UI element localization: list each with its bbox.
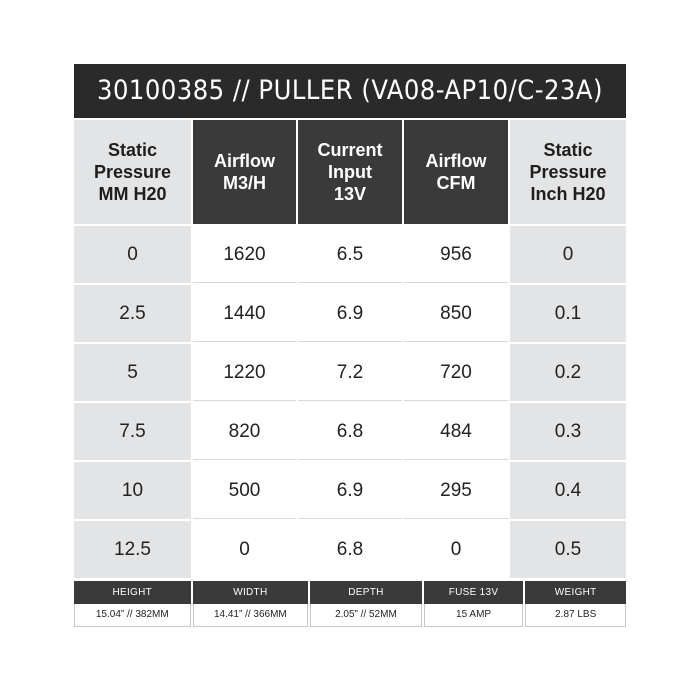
table-cell: 500 (193, 462, 296, 519)
dimension-specs (74, 581, 626, 627)
table-cell: 0.5 (510, 521, 626, 578)
column-airflow-cfm (402, 118, 508, 578)
table-cell: 0 (404, 521, 508, 578)
spec-label: HEIGHT (74, 581, 191, 604)
table-cell: 1440 (193, 285, 296, 342)
spec-weight (523, 581, 626, 627)
table-cell: 0 (74, 226, 191, 283)
column-current-input (296, 118, 402, 578)
spec-height (74, 581, 191, 627)
column-header: Airflow M3/H (193, 120, 296, 224)
table-cell: 6.8 (298, 521, 402, 578)
table-cell: 850 (404, 285, 508, 342)
spec-label: FUSE 13V (424, 581, 524, 604)
spec-label: WEIGHT (525, 581, 626, 604)
table-cell: 0 (193, 521, 296, 578)
column-static-pressure-inch (508, 118, 626, 578)
spec-width (191, 581, 309, 627)
table-cell: 5 (74, 344, 191, 401)
column-airflow-m3h (191, 118, 296, 578)
spec-value: 14.41” // 366MM (193, 604, 309, 627)
table-cell: 6.5 (298, 226, 402, 283)
table-cell: 12.5 (74, 521, 191, 578)
spec-value: 15.04” // 382MM (74, 604, 191, 627)
table-cell: 1220 (193, 344, 296, 401)
table-cell: 0 (510, 226, 626, 283)
column-header: Airflow CFM (404, 120, 508, 224)
performance-table (74, 118, 626, 578)
table-cell: 1620 (193, 226, 296, 283)
table-cell: 720 (404, 344, 508, 401)
spec-value: 2.87 LBS (525, 604, 626, 627)
product-title: 30100385 // PULLER (VA08-AP10/C-23A) (74, 64, 626, 118)
spec-sheet (74, 64, 626, 627)
column-header: Static Pressure Inch H20 (510, 120, 626, 224)
table-cell: 484 (404, 403, 508, 460)
spec-fuse (422, 581, 524, 627)
column-header: Current Input 13V (298, 120, 402, 224)
table-cell: 6.9 (298, 462, 402, 519)
spec-label: WIDTH (193, 581, 309, 604)
column-header: Static Pressure MM H20 (74, 120, 191, 224)
table-cell: 0.2 (510, 344, 626, 401)
table-cell: 0.1 (510, 285, 626, 342)
column-static-pressure-mm (74, 118, 191, 578)
table-cell: 10 (74, 462, 191, 519)
table-cell: 6.9 (298, 285, 402, 342)
table-cell: 956 (404, 226, 508, 283)
table-cell: 7.5 (74, 403, 191, 460)
table-cell: 6.8 (298, 403, 402, 460)
table-cell: 0.3 (510, 403, 626, 460)
spec-value: 2.05” // 52MM (310, 604, 422, 627)
table-cell: 820 (193, 403, 296, 460)
table-cell: 2.5 (74, 285, 191, 342)
spec-label: DEPTH (310, 581, 422, 604)
spec-value: 15 AMP (424, 604, 524, 627)
table-cell: 7.2 (298, 344, 402, 401)
table-cell: 295 (404, 462, 508, 519)
spec-depth (308, 581, 422, 627)
table-cell: 0.4 (510, 462, 626, 519)
